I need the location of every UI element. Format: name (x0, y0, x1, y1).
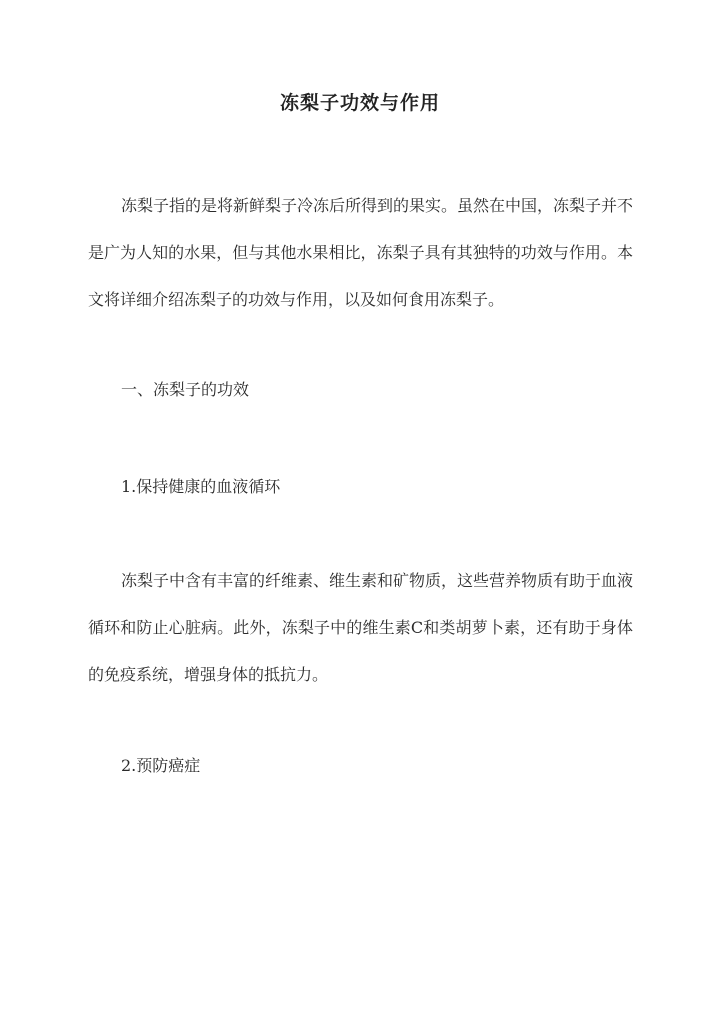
item-heading-blood-circulation: 1.保持健康的血液循环 (121, 477, 281, 496)
section-heading-efficacy: 一、冻梨子的功效 (121, 380, 250, 399)
intro-paragraph: 冻梨子指的是将新鲜梨子冷冻后所得到的果实。虽然在中国，冻梨子并不是广为人知的水果，但与其他水果相比，冻梨子具有其独特的功效与作用。本文将详细介绍冻梨子的功效与作用，以及如何食用冻梨子。 (88, 196, 634, 309)
document-title: 冻梨子功效与作用 (279, 92, 440, 114)
item-paragraph-blood-circulation: 冻梨子中含有丰富的纤维素、维生素和矿物质，这些营养物质有助于血液循环和防止心脏病。此外，冻梨子中的维生素C和类胡萝卜素，还有助于身体的免疫系统，增强身体的抵抗力。 (88, 571, 634, 684)
item-heading-cancer-prevention: 2.预防癌症 (121, 756, 201, 775)
